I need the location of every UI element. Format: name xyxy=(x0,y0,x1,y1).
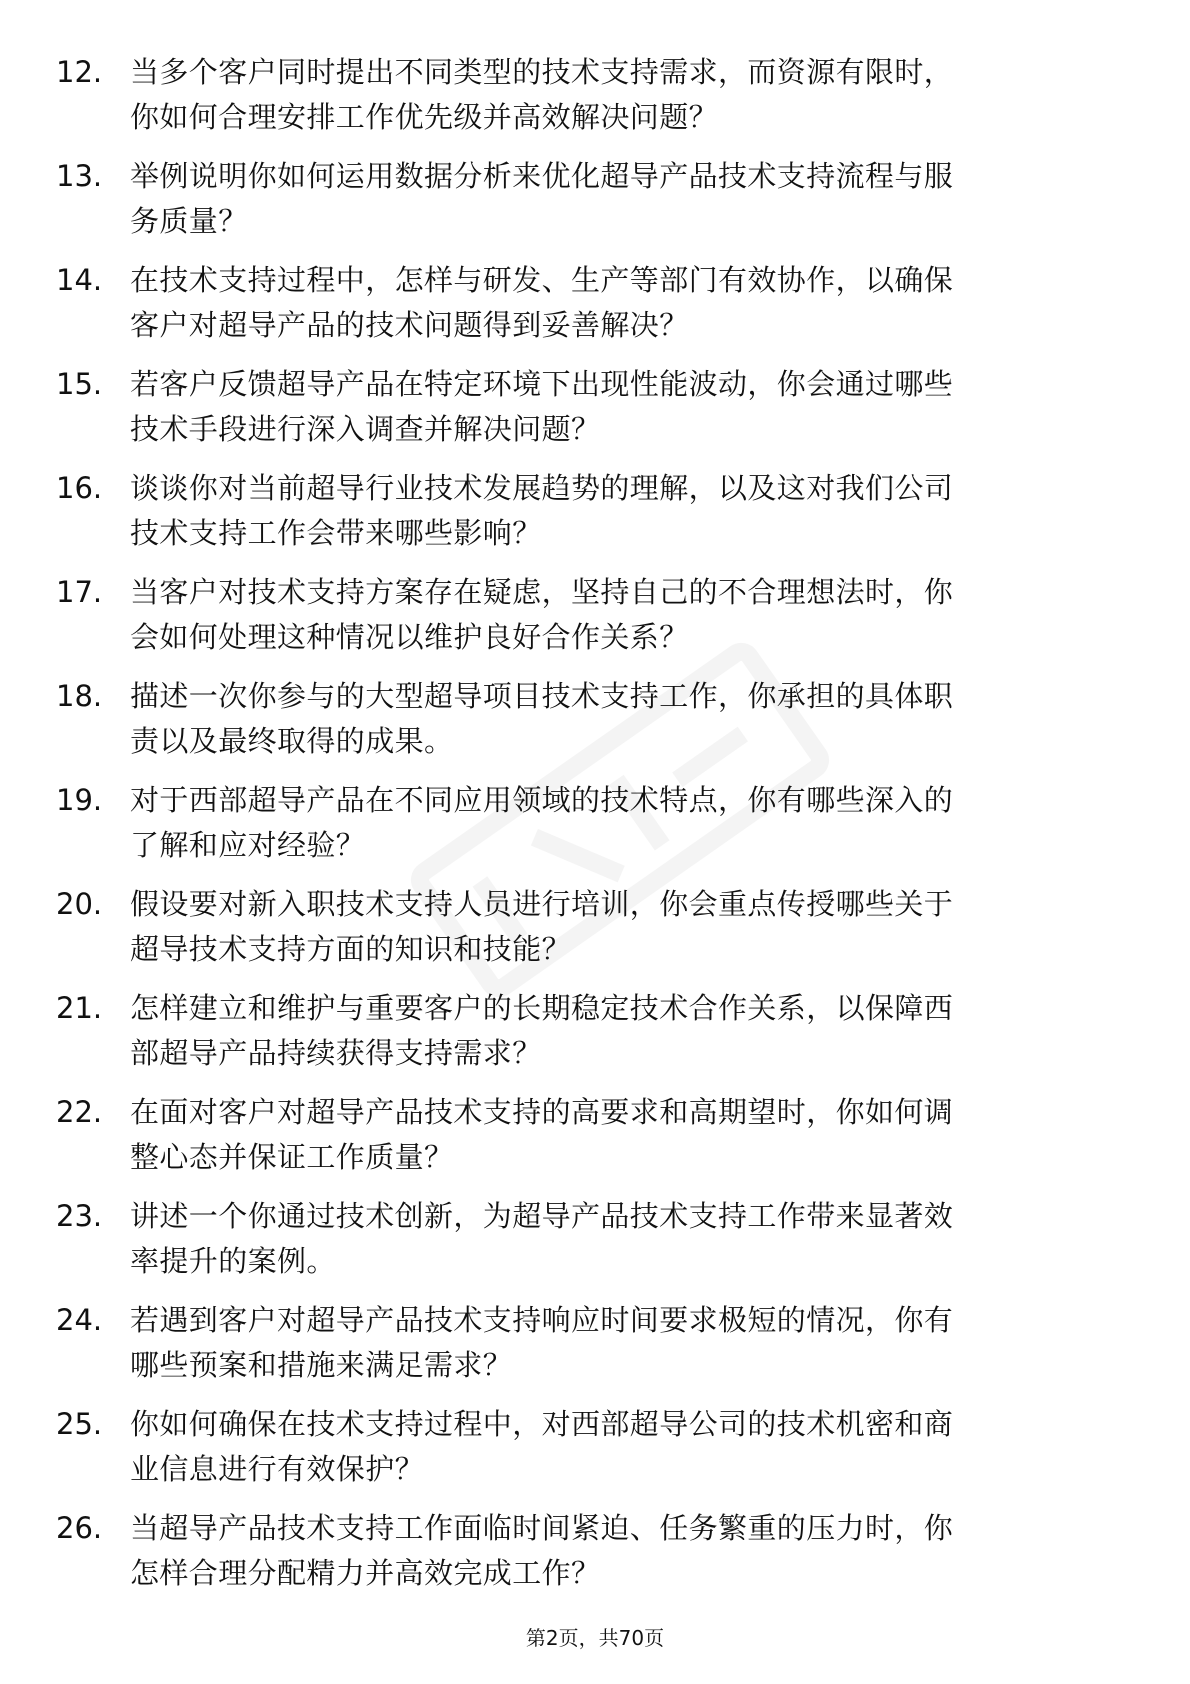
question-text xyxy=(130,1298,1110,1388)
question-text xyxy=(130,882,1110,972)
question-text-line: 你如何合理安排工作优先级并高效解决问题？ xyxy=(130,100,719,134)
question-number: 18. xyxy=(56,679,103,713)
question-text xyxy=(130,258,1110,348)
question-text xyxy=(130,1194,1110,1284)
list-item xyxy=(0,882,1190,986)
question-number: 20. xyxy=(56,887,103,921)
question-number: 12. xyxy=(56,55,103,89)
question-text-line: 在技术支持过程中，怎样与研发、生产等部门有效协作，以确保 xyxy=(130,263,954,297)
question-number: 15. xyxy=(56,367,103,401)
list-item xyxy=(0,154,1190,258)
question-number: 17. xyxy=(56,575,103,609)
question-text-line: 整心态并保证工作质量？ xyxy=(130,1140,454,1174)
question-text-line: 讲述一个你通过技术创新，为超导产品技术支持工作带来显著效 xyxy=(130,1199,954,1233)
question-text-line: 了解和应对经验？ xyxy=(130,828,366,862)
question-number: 25. xyxy=(56,1407,103,1441)
list-item xyxy=(0,50,1190,154)
question-text-line: 技术手段进行深入调查并解决问题？ xyxy=(130,412,601,446)
question-number: 13. xyxy=(56,159,103,193)
question-text-line: 部超导产品持续获得支持需求？ xyxy=(130,1036,542,1070)
question-text xyxy=(130,986,1110,1076)
question-text xyxy=(130,154,1110,244)
question-text-line: 当多个客户同时提出不同类型的技术支持需求，而资源有限时， xyxy=(130,55,954,89)
question-text-line: 在面对客户对超导产品技术支持的高要求和高期望时，你如何调 xyxy=(130,1095,954,1129)
question-text xyxy=(130,362,1110,452)
question-text-line: 举例说明你如何运用数据分析来优化超导产品技术支持流程与服 xyxy=(130,159,954,193)
list-item xyxy=(0,570,1190,674)
list-item xyxy=(0,986,1190,1090)
question-text xyxy=(130,1090,1110,1180)
question-number: 14. xyxy=(56,263,103,297)
question-text-line: 会如何处理这种情况以维护良好合作关系？ xyxy=(130,620,689,654)
list-item xyxy=(0,362,1190,466)
question-text-line: 责以及最终取得的成果。 xyxy=(130,724,454,758)
question-text-line: 率提升的案例。 xyxy=(130,1244,336,1278)
question-text-line: 当客户对技术支持方案存在疑虑，坚持自己的不合理想法时，你 xyxy=(130,575,954,609)
question-text xyxy=(130,570,1110,660)
list-item xyxy=(0,1194,1190,1298)
question-text-line: 若客户反馈超导产品在特定环境下出现性能波动，你会通过哪些 xyxy=(130,367,954,401)
list-item xyxy=(0,1402,1190,1506)
question-text xyxy=(130,1506,1110,1596)
list-item xyxy=(0,674,1190,778)
question-text-line: 客户对超导产品的技术问题得到妥善解决？ xyxy=(130,308,689,342)
question-number: 23. xyxy=(56,1199,103,1233)
question-text-line: 对于西部超导产品在不同应用领域的技术特点，你有哪些深入的 xyxy=(130,783,954,817)
list-item xyxy=(0,1506,1190,1610)
question-text-line: 超导技术支持方面的知识和技能？ xyxy=(130,932,572,966)
list-item xyxy=(0,778,1190,882)
question-text-line: 谈谈你对当前超导行业技术发展趋势的理解，以及这对我们公司 xyxy=(130,471,954,505)
page-footer: 第2页，共70页 xyxy=(525,1626,665,1650)
question-number: 26. xyxy=(56,1511,103,1545)
list-item xyxy=(0,1298,1190,1402)
question-text xyxy=(130,674,1110,764)
question-text xyxy=(130,50,1110,140)
question-number: 24. xyxy=(56,1303,103,1337)
list-item xyxy=(0,258,1190,362)
question-text-line: 假设要对新入职技术支持人员进行培训，你会重点传授哪些关于 xyxy=(130,887,954,921)
question-list xyxy=(0,50,1190,1610)
question-text-line: 技术支持工作会带来哪些影响？ xyxy=(130,516,542,550)
question-text-line: 哪些预案和措施来满足需求？ xyxy=(130,1348,513,1382)
question-number: 21. xyxy=(56,991,103,1025)
question-text-line: 若遇到客户对超导产品技术支持响应时间要求极短的情况，你有 xyxy=(130,1303,954,1337)
question-text xyxy=(130,466,1110,556)
question-text-line: 怎样建立和维护与重要客户的长期稳定技术合作关系，以保障西 xyxy=(130,991,954,1025)
question-text-line: 当超导产品技术支持工作面临时间紧迫、任务繁重的压力时，你 xyxy=(130,1511,954,1545)
question-text-line: 怎样合理分配精力并高效完成工作？ xyxy=(130,1556,601,1590)
list-item xyxy=(0,466,1190,570)
question-text xyxy=(130,1402,1110,1492)
question-number: 22. xyxy=(56,1095,103,1129)
question-text-line: 你如何确保在技术支持过程中，对西部超导公司的技术机密和商 xyxy=(130,1407,954,1441)
question-number: 19. xyxy=(56,783,103,817)
question-text-line: 业信息进行有效保护？ xyxy=(130,1452,425,1486)
question-text xyxy=(130,778,1110,868)
question-text-line: 描述一次你参与的大型超导项目技术支持工作，你承担的具体职 xyxy=(130,679,954,713)
list-item xyxy=(0,1090,1190,1194)
question-text-line: 务质量？ xyxy=(130,204,248,238)
question-number: 16. xyxy=(56,471,103,505)
